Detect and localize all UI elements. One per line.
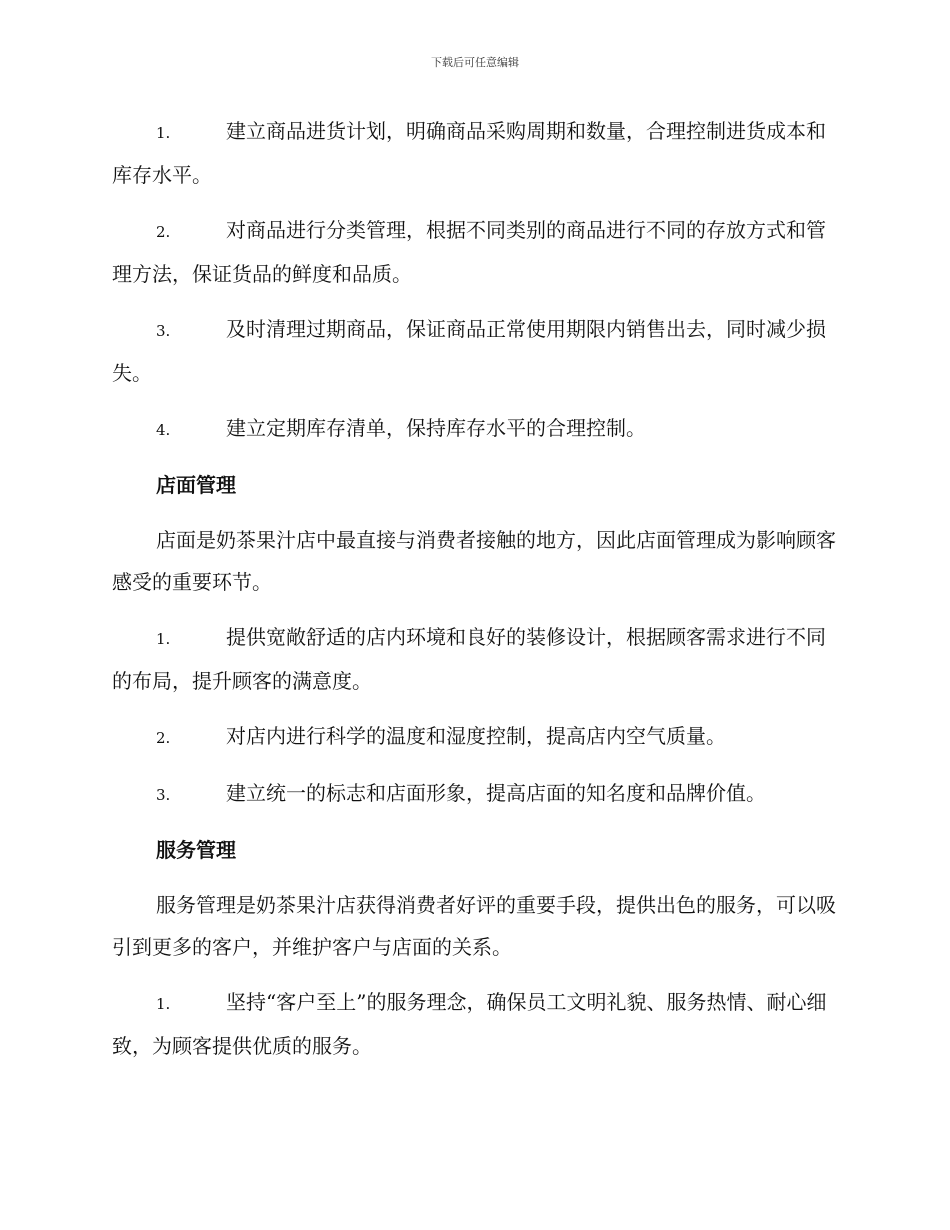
section-heading-store: 店面管理 (156, 473, 236, 497)
list-number: 2. (156, 729, 171, 747)
list-number: 3. (156, 786, 171, 804)
list-text: 建立商品进货计划，明确商品采购周期和数量，合理控制进货成本和库存水平。 (112, 119, 826, 187)
list-number: 2. (156, 223, 171, 241)
service-intro-paragraph: 服务管理是奶茶果汁店获得消费者好评的重要手段，提供出色的服务，可以吸引到更多的客户，并维护客户与店面的关系。 (112, 893, 836, 959)
list-number: 4. (156, 421, 171, 439)
list-text: 对商品进行分类管理，根据不同类别的商品进行不同的存放方式和管理方法，保证货品的鲜度和品质。 (112, 218, 826, 286)
list-item (112, 308, 836, 394)
list-item (112, 981, 836, 1067)
list-text: 提供宽敞舒适的店内环境和良好的装修设计，根据顾客需求进行不同的布局，提升顾客的满意度。 (112, 625, 826, 693)
list-item (112, 209, 836, 295)
list-text: 建立定期库存清单，保持库存水平的合理控制。 (226, 416, 646, 440)
list-item (112, 772, 836, 816)
list-item (112, 407, 836, 451)
list-number: 1. (156, 995, 171, 1013)
list-text: 建立统一的标志和店面形象，提高店面的知名度和品牌价值。 (226, 781, 766, 805)
list-text: 坚持“客户至上”的服务理念，确保员工文明礼貌、服务热情、耐心细致，为顾客提供优质的服务。 (112, 990, 827, 1058)
list-item (112, 715, 836, 759)
list-number: 1. (156, 630, 171, 648)
list-number: 1. (156, 124, 171, 142)
list-text: 对店内进行科学的温度和湿度控制，提高店内空气质量。 (226, 724, 726, 748)
store-intro-paragraph: 店面是奶茶果汁店中最直接与消费者接触的地方，因此店面管理成为影响顾客感受的重要环节。 (112, 528, 836, 594)
page-header: 下载后可任意编辑 (431, 56, 519, 69)
list-text: 及时清理过期商品，保证商品正常使用期限内销售出去，同时减少损失。 (112, 317, 826, 385)
document-body (112, 110, 836, 1080)
list-item (112, 110, 836, 196)
list-number: 3. (156, 322, 171, 340)
section-heading-service: 服务管理 (156, 838, 236, 862)
list-item (112, 616, 836, 702)
